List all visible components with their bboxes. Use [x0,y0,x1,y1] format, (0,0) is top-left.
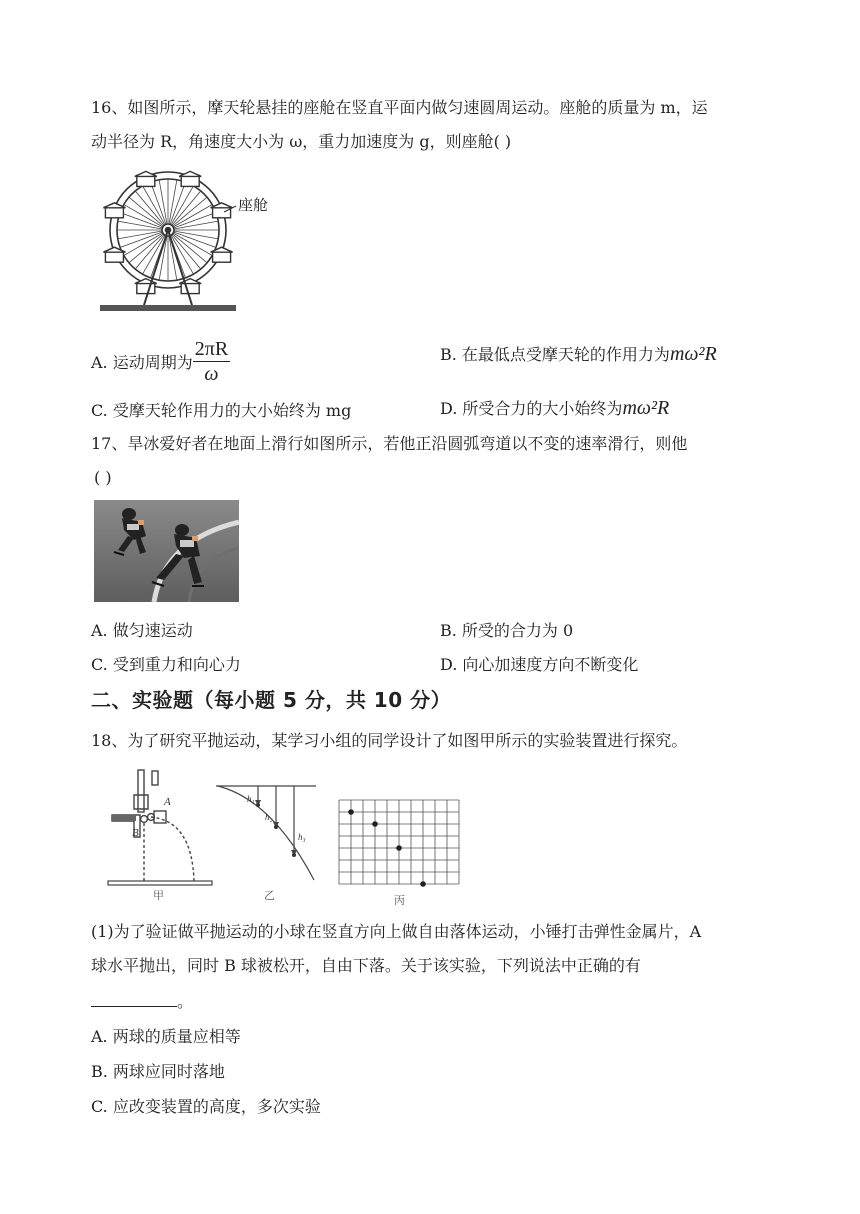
label-h3: h₃ [298,832,306,842]
q16-option-d-formula: mω²R [622,397,670,419]
fraction-denominator: ω [204,362,219,385]
q16-option-b-formula: mω²R [669,343,717,365]
q16-option-b-text: B. 在最低点受摩天轮的作用力为 [440,345,670,364]
q17-stem-line2: ( ) [94,468,112,487]
q18-part1-end: 。 [177,992,194,1011]
label-h1: h₁ [247,794,255,804]
label-bing: 丙 [394,894,405,906]
figure-yi [212,780,322,905]
q18-option-a[interactable]: A. 两球的质量应相等 [91,1027,241,1046]
q18-part1-line1: (1)为了验证做平抛运动的小球在竖直方向上做自由落体运动，小锤打击弹性金属片，A [91,922,702,941]
ferris-wheel-drawing [96,160,296,320]
q16-option-d-text: D. 所受合力的大小始终为 [440,399,623,418]
q16-option-a[interactable] [91,336,230,386]
label-h2: h₂ [265,812,273,822]
figure-jia [104,765,216,905]
q16-option-a-text: A. 运动周期为 [91,352,193,372]
q18-option-c[interactable]: C. 应改变装置的高度，多次实验 [91,1097,321,1116]
q16-option-c[interactable]: C. 受摩天轮作用力的大小始终为 mg [91,401,352,420]
fraction-numerator: 2πR [194,337,229,360]
q18-intro: 18、为了研究平抛运动，某学习小组的同学设计了如图甲所示的实验装置进行探究。 [91,731,688,750]
label-jia: 甲 [153,889,164,902]
section-heading: 二、实验题（每小题 5 分，共 10 分） [91,688,452,712]
q16-option-d[interactable] [440,396,669,420]
q18-part1-line2: 球水平抛出，同时 B 球被松开，自由下落。关于该实验，下列说法中正确的有 [91,956,641,975]
label-a: A [164,796,171,808]
q17-option-a[interactable]: A. 做匀速运动 [91,621,193,640]
skaters-photo [94,500,239,602]
answer-blank[interactable] [91,992,177,1007]
figure-bing [334,796,464,906]
q16-option-b[interactable] [440,342,717,366]
q17-option-b[interactable]: B. 所受的合力为 0 [440,621,574,640]
label-yi: 乙 [264,889,275,902]
q17-stem-line1: 17、旱冰爱好者在地面上滑行如图所示，若他正沿圆弧弯道以不变的速率滑行，则他 [91,434,688,453]
ferris-wheel-figure [96,160,296,320]
q18-part1-line3 [91,992,193,1012]
label-b: B [132,827,139,839]
period-fraction [193,337,230,386]
q16-stem-line1: 16、如图所示，摩天轮悬挂的座舱在竖直平面内做匀速圆周运动。座舱的质量为 m，运 [91,98,708,117]
q17-option-d[interactable]: D. 向心加速度方向不断变化 [440,655,639,674]
q16-stem-line2: 动半径为 R，角速度大小为 ω，重力加速度为 g，则座舱( ) [91,132,512,151]
q18-option-b[interactable]: B. 两球应同时落地 [91,1062,225,1081]
q17-option-c[interactable]: C. 受到重力和向心力 [91,655,241,674]
cabin-label: 座舱 [238,196,269,214]
